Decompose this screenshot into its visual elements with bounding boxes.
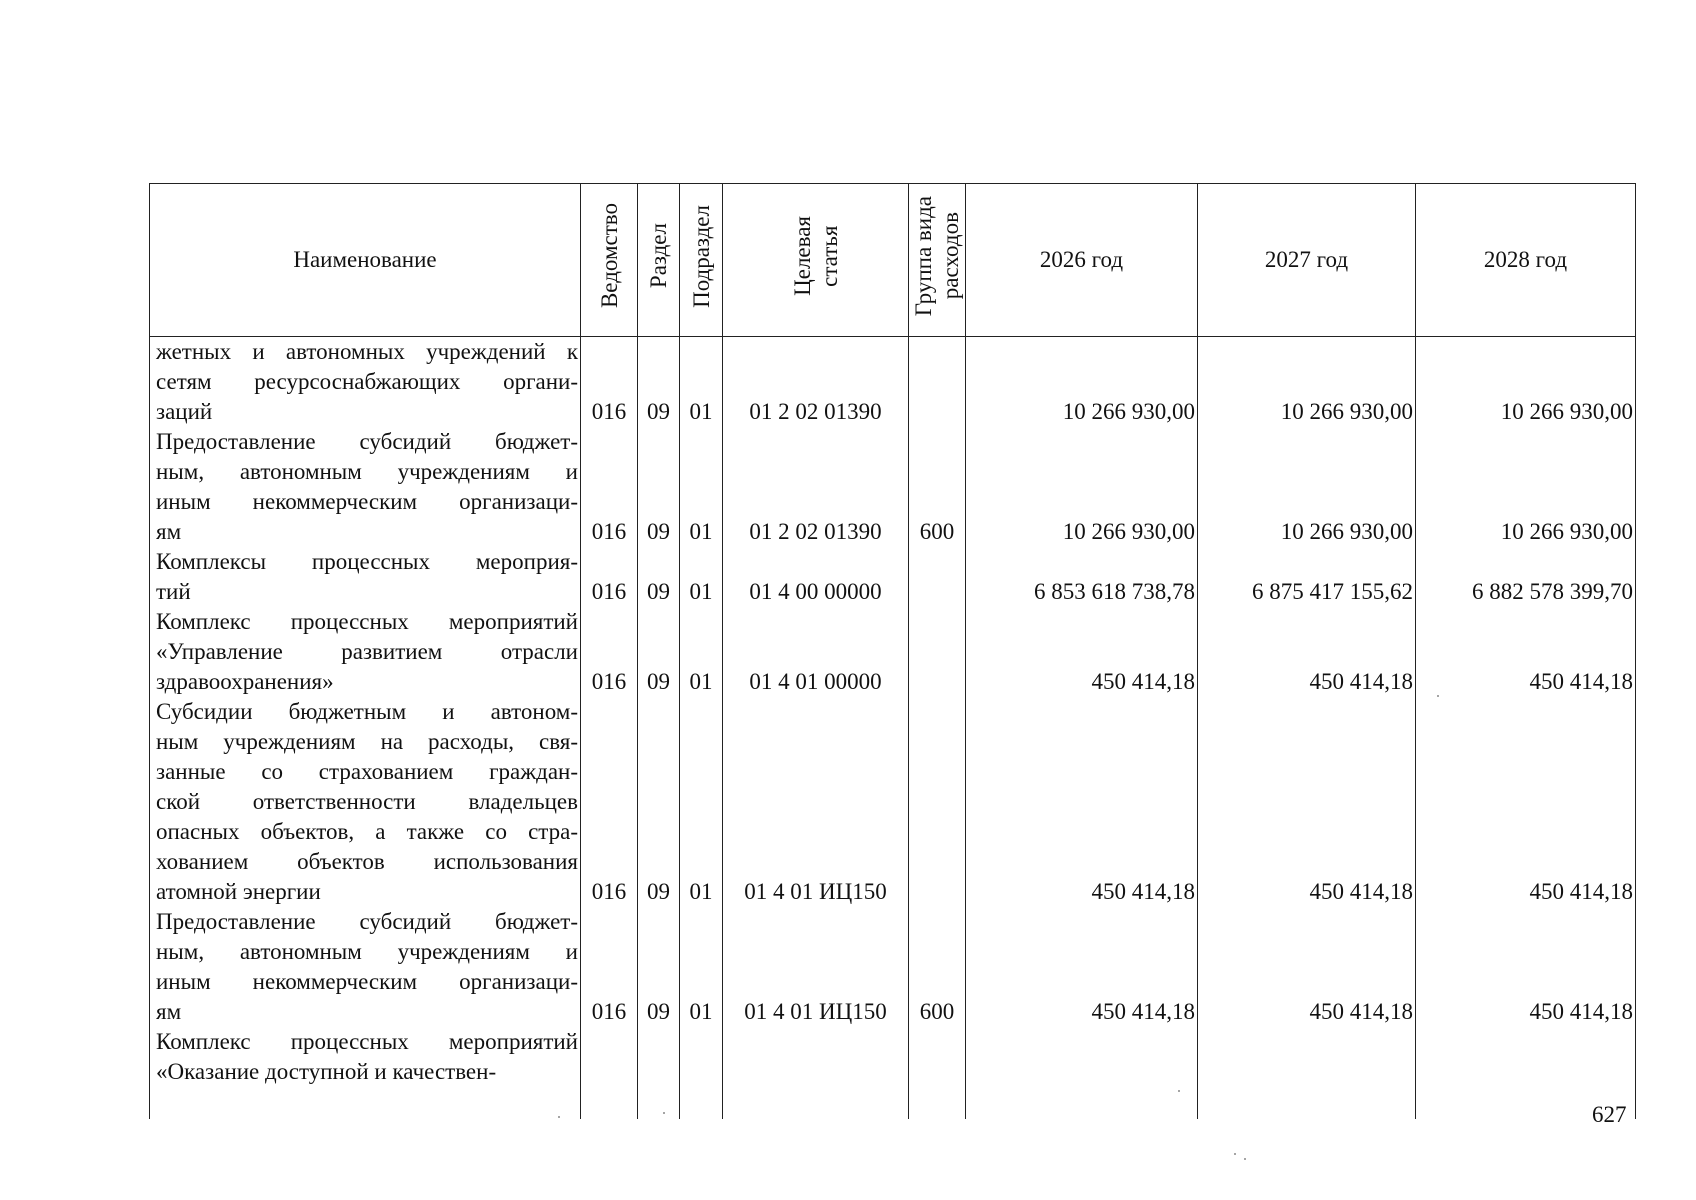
cell-podrazdel: 01	[680, 547, 723, 607]
cell-gruppa-vida	[909, 697, 966, 907]
cell-gruppa-vida	[909, 547, 966, 607]
cell-amount-2026: 450 414,18	[966, 607, 1198, 697]
header-gruppa-vida-rashodov: Группа вида расходов	[909, 184, 966, 337]
header-vedomstvo: Ведомство	[581, 184, 638, 337]
cell-amount-2026: 10 266 930,00	[966, 337, 1198, 428]
name-line: атомной энергии	[156, 879, 321, 904]
scan-speck	[1178, 1090, 1180, 1092]
cell-razdel: 09	[638, 697, 680, 907]
name-line: здравоохранения»	[156, 669, 334, 694]
header-celevaya-statya: Целевая статья	[723, 184, 909, 337]
cell-amount-2026	[966, 1027, 1198, 1119]
cell-gruppa-vida	[909, 337, 966, 428]
cell-vedomstvo	[581, 1027, 638, 1119]
cell-vedomstvo: 016	[581, 337, 638, 428]
cell-razdel: 09	[638, 337, 680, 428]
cell-name	[150, 607, 581, 697]
name-line: ным учреждениям на расходы, свя-	[156, 729, 578, 754]
cell-podrazdel: 01	[680, 907, 723, 1027]
name-line: тий	[156, 579, 191, 604]
cell-vedomstvo: 016	[581, 907, 638, 1027]
cell-amount-2027: 10 266 930,00	[1198, 427, 1416, 547]
cell-name	[150, 547, 581, 607]
page-number: 627	[1592, 1102, 1627, 1127]
cell-gruppa-vida	[909, 607, 966, 697]
cell-amount-2027: 450 414,18	[1198, 697, 1416, 907]
scan-speck	[1244, 1158, 1246, 1160]
cell-podrazdel: 01	[680, 607, 723, 697]
cell-amount-2026: 450 414,18	[966, 907, 1198, 1027]
header-year-2026: 2026 год	[966, 184, 1198, 337]
cell-celevaya-statya: 01 2 02 01390	[723, 427, 909, 547]
cell-vedomstvo: 016	[581, 607, 638, 697]
cell-name	[150, 337, 581, 428]
cell-amount-2027: 6 875 417 155,62	[1198, 547, 1416, 607]
header-podrazdel: Подраздел	[680, 184, 723, 337]
cell-celevaya-statya: 01 4 01 ИЦ150	[723, 697, 909, 907]
cell-amount-2027	[1198, 1027, 1416, 1119]
cell-gruppa-vida	[909, 1027, 966, 1119]
name-line: Комплекс процессных мероприятий	[156, 1029, 578, 1054]
name-line: Комплексы процессных мероприя-	[156, 549, 578, 574]
name-line: «Управление развитием отрасли	[156, 639, 578, 664]
table-row	[150, 337, 1636, 428]
cell-amount-2027: 450 414,18	[1198, 907, 1416, 1027]
cell-amount-2027: 450 414,18	[1198, 607, 1416, 697]
name-line: иным некоммерческим организаци-	[156, 489, 578, 514]
name-line: ям	[156, 999, 182, 1024]
table-row	[150, 1027, 1636, 1119]
name-line: Предоставление субсидий бюджет-	[156, 909, 578, 934]
cell-podrazdel: 01	[680, 427, 723, 547]
name-line: ным, автономным учреждениям и	[156, 939, 578, 964]
cell-celevaya-statya: 01 4 00 00000	[723, 547, 909, 607]
cell-razdel: 09	[638, 427, 680, 547]
cell-vedomstvo: 016	[581, 697, 638, 907]
name-line: «Оказание доступной и качествен-	[156, 1059, 497, 1084]
cell-amount-2028: 450 414,18	[1416, 907, 1636, 1027]
header-year-2027: 2027 год	[1198, 184, 1416, 337]
name-line: занные со страхованием граждан-	[156, 759, 578, 784]
name-line: ям	[156, 519, 182, 544]
name-line: Комплекс процессных мероприятий	[156, 609, 578, 634]
name-line: ным, автономным учреждениям и	[156, 459, 578, 484]
cell-podrazdel	[680, 1027, 723, 1119]
cell-razdel: 09	[638, 607, 680, 697]
cell-razdel	[638, 1027, 680, 1119]
cell-amount-2026: 6 853 618 738,78	[966, 547, 1198, 607]
cell-celevaya-statya: 01 2 02 01390	[723, 337, 909, 428]
table-row	[150, 907, 1636, 1027]
cell-amount-2028: 450 414,18	[1416, 697, 1636, 907]
name-line: иным некоммерческим организаци-	[156, 969, 578, 994]
cell-gruppa-vida: 600	[909, 427, 966, 547]
header-razdel: Раздел	[638, 184, 680, 337]
name-line: жетных и автономных учреждений к	[156, 339, 578, 364]
cell-celevaya-statya	[723, 1027, 909, 1119]
cell-name	[150, 427, 581, 547]
cell-amount-2028: 6 882 578 399,70	[1416, 547, 1636, 607]
scan-speck	[663, 1112, 665, 1114]
cell-celevaya-statya: 01 4 01 00000	[723, 607, 909, 697]
cell-amount-2028: 10 266 930,00	[1416, 427, 1636, 547]
cell-vedomstvo: 016	[581, 427, 638, 547]
name-line: опасных объектов, а также со стра-	[156, 819, 578, 844]
cell-amount-2027: 10 266 930,00	[1198, 337, 1416, 428]
budget-table	[149, 183, 1636, 1119]
cell-amount-2026: 450 414,18	[966, 697, 1198, 907]
cell-amount-2028: 450 414,18	[1416, 607, 1636, 697]
name-line: ской ответственности владельцев	[156, 789, 578, 814]
cell-razdel: 09	[638, 907, 680, 1027]
scan-speck	[1234, 1153, 1236, 1155]
header-year-2028: 2028 год	[1416, 184, 1636, 337]
cell-vedomstvo: 016	[581, 547, 638, 607]
cell-razdel: 09	[638, 547, 680, 607]
cell-name	[150, 907, 581, 1027]
cell-amount-2028: 10 266 930,00	[1416, 337, 1636, 428]
cell-name	[150, 697, 581, 907]
cell-amount-2026: 10 266 930,00	[966, 427, 1198, 547]
scan-speck	[1437, 695, 1439, 697]
cell-podrazdel: 01	[680, 337, 723, 428]
name-line: заций	[156, 399, 213, 424]
table-row	[150, 427, 1636, 547]
scan-speck	[558, 1116, 560, 1118]
table-row	[150, 547, 1636, 607]
cell-name	[150, 1027, 581, 1119]
table-row	[150, 697, 1636, 907]
cell-celevaya-statya: 01 4 01 ИЦ150	[723, 907, 909, 1027]
name-line: хованием объектов использования	[156, 849, 578, 874]
cell-podrazdel: 01	[680, 697, 723, 907]
name-line: Субсидии бюджетным и автоном-	[156, 699, 578, 724]
name-line: сетям ресурсоснабжающих органи-	[156, 369, 578, 394]
name-line: Предоставление субсидий бюджет-	[156, 429, 578, 454]
cell-gruppa-vida: 600	[909, 907, 966, 1027]
header-name: Наименование	[150, 184, 581, 337]
table-row	[150, 607, 1636, 697]
header-row	[150, 184, 1636, 337]
